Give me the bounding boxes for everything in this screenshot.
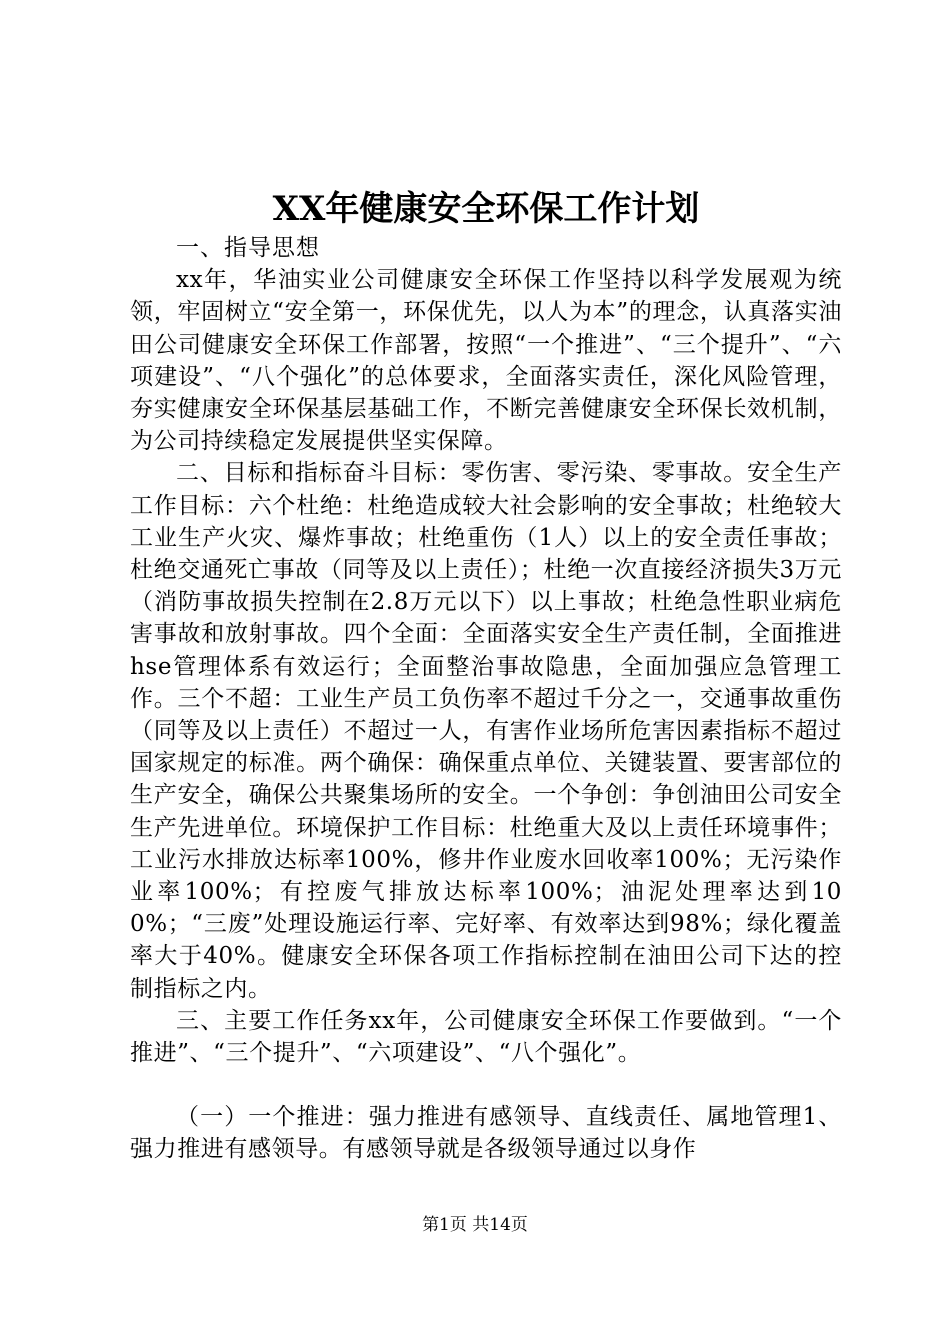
document-body bbox=[130, 232, 842, 1166]
paragraph-one-push: （一）一个推进：强力推进有感领导、直线责任、属地管理1、强力推进有感领导。有感领导就是各级领导通过以身作 bbox=[130, 1104, 842, 1163]
document-title: XX年健康安全环保工作计划 bbox=[272, 189, 700, 229]
page-number-footer: 第1页 共14页 bbox=[422, 1215, 528, 1235]
paragraph-spacer bbox=[130, 1069, 842, 1101]
paragraph-goals-and-targets: 二、目标和指标奋斗目标：零伤害、零污染、零事故。安全生产工作目标：六个杜绝：杜绝造成较大社会影响的安全事故；杜绝较大工业生产火灾、爆炸事故；杜绝重伤（1人）以上的安全责任事故；杜绝交通死亡事故（同等及以上责任）；杜绝一次直接经济损失3万元（消防事故损失控制在2.8万元以下）以上事故；杜绝急性职业病危害事故和放射事故。四个全面：全面落实安全生产责任制，全面推进hse管理体系有效运行；全面整治事故隐患，全面加强应急管理工作。三个不超：工业生产员工负伤率不超过千分之一，交通事故重伤（同等及以上责任）不超过一人，有害作业场所危害因素指标不超过国家规定的标准。两个确保：确保重点单位、关键装置、要害部位的生产安全，确保公共聚集场所的安全。一个争创：争创油田公司安全生产先进单位。环境保护工作目标：杜绝重大及以上责任环境事件；工业污水排放达标率100%，修井作业废水回收率100%；无污染作业率100%；有控废气排放达标率100%；油泥处理率达到100%；“三废”处理设施运行率、完好率、有效率达到98%；绿化覆盖率大于40%。健康安全环保各项工作指标控制在油田公司下达的控制指标之内。 bbox=[130, 460, 842, 1002]
paragraph-guiding-thought: xx年，华油实业公司健康安全环保工作坚持以科学发展观为统领，牢固树立“安全第一，环保优先，以人为本”的理念，认真落实油田公司健康安全环保工作部署，按照“一个推进”、“三个提升”、“六项建设”、“八个强化”的总体要求，全面落实责任，深化风险管理，夯实健康安全环保基层基础工作，不断完善健康安全环保长效机制，为公司持续稳定发展提供坚实保障。 bbox=[130, 267, 842, 455]
section-heading-guiding-thought: 一、指导思想 bbox=[176, 235, 320, 261]
paragraph-main-tasks: 三、主要工作任务xx年，公司健康安全环保工作要做到。“一个推进”、“三个提升”、“六项建设”、“八个强化”。 bbox=[130, 1007, 842, 1067]
